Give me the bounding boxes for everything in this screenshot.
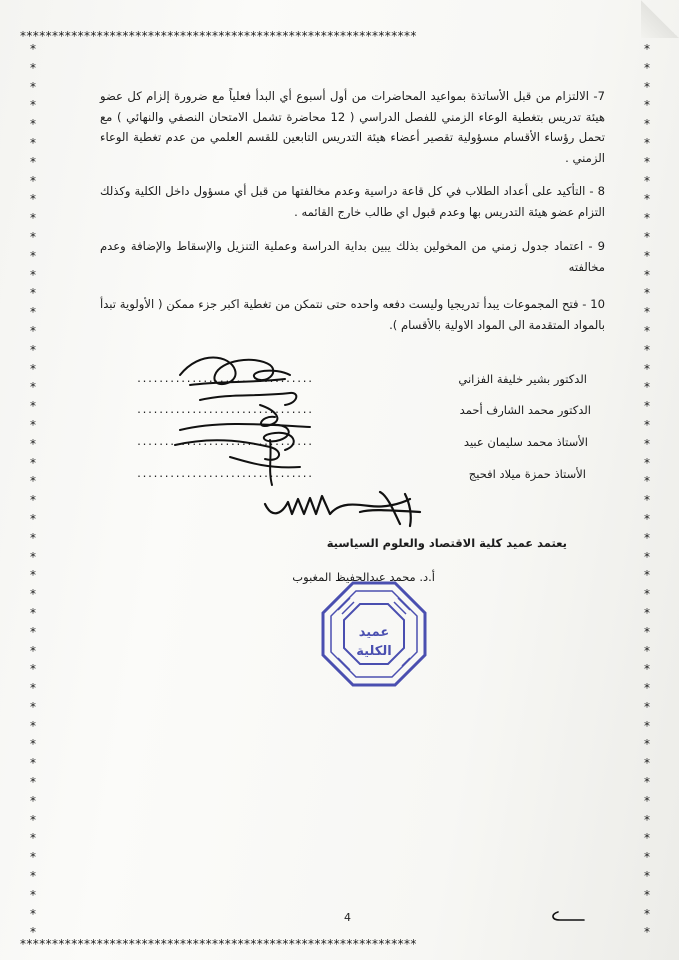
star-border-right: * * * * * * * * * * * * * * * * * * * * * * * * * * * * * * * * * * * * * * * * * * * * * * * * (644, 42, 650, 940)
stamp-center-bottom: الكلية (356, 644, 392, 659)
signatory-2: الدكتور محمد الشارف أحمد (459, 403, 591, 417)
star-border-bottom: ************************************************************** (20, 937, 417, 951)
signatory-4: الأستاذ حمزة ميلاد افحيج (468, 467, 586, 481)
paragraph-9: 9 - اعتماد جدول زمني من المخولين بذلك يبين بداية الدراسة وعملية التنزيل والإسقاط والإضافة وعدم مخالفته (100, 239, 605, 274)
approval-line: يعتمد عميد كلية الاقتصاد والعلوم السياسية (326, 536, 567, 550)
signature-scribbles-icon (160, 345, 320, 495)
signature-line-3: ................................ (136, 437, 313, 448)
dean-name: أ.د. محمد عبدالحفيظ المغبوب (292, 570, 435, 584)
signature-line-1: ................................ (136, 374, 313, 385)
page-number: 4 (344, 911, 351, 924)
paragraph-8: 8 - التأكيد على أعداد الطلاب في كل قاعة دراسية وعدم مخالفتها من قبل أي مسؤول داخل الكلية وكذلك التزام عضو هيئة التدريس بها وعدم قبول اي طالب خارج القائمه . (100, 184, 605, 219)
paragraph-7: 7- الالتزام من قبل الأساتذة بمواعيد المحاضرات من أول أسبوع أي البدأ فعلياً مع ضرورة إلزام كل عضو هيئة تدريس بتغطية الوعاء الزمني للفصل الدراسي ( 12 محاضرة تشمل الامتحان النصفي والنهائي ) مع تحمل رؤساء الأقسام مسؤولية تقصير أعضاء هيئة التدريس التابعين للقسم العلمي من عدم تغطية الوعاء الزمني . (100, 89, 605, 165)
dean-signature-icon (260, 484, 440, 534)
star-border-left: * * * * * * * * * * * * * * * * * * * * * * * * * * * * * * * * * * * * * * * * * * * * * * * * (30, 42, 36, 940)
handwritten-mark-icon (548, 906, 588, 924)
signatory-3: الأستاذ محمد سليمان عبيد (463, 435, 588, 449)
signature-line-4: ................................ (136, 469, 313, 480)
paragraph-10: 10 - فتح المجموعات يبدأ تدريجيا وليست دفعه واحده حتى نتمكن من تغطية اكبر جزء ممكن ( الأولوية تبدأ بالمواد المتقدمة الى المواد الاولية بالأقسام ). (100, 297, 605, 332)
signatory-1: الدكتور بشير خليفة الفزاني (458, 372, 587, 386)
star-border-top: ************************************************************** (20, 29, 417, 43)
official-seal-icon (320, 580, 428, 688)
stamp-center-top: عميد (358, 625, 390, 640)
signature-line-2: ................................ (136, 405, 313, 416)
